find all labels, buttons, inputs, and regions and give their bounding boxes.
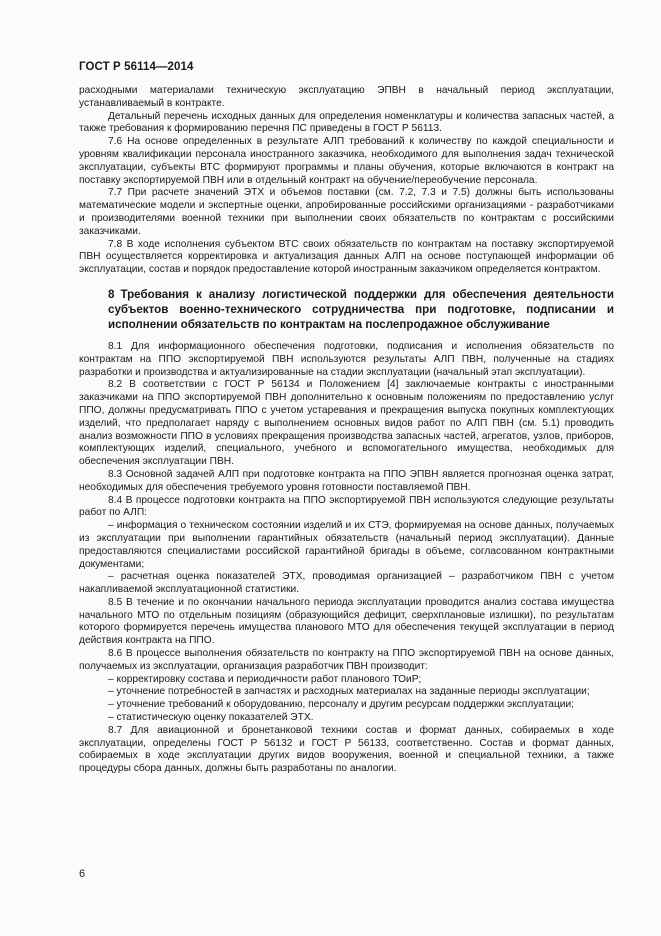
- paragraph-continuation: расходными материалами техническую эксплуатацию ЭПВН в начальный период эксплуатации, устанавливаемый в контракте.: [79, 85, 614, 109]
- paragraph-8-4: 8.4 В процессе подготовки контракта на ППО экспортируемой ПВН используются следующие результаты работ по АЛП:: [79, 494, 614, 519]
- document-header: ГОСТ Р 56114—2014: [79, 61, 194, 73]
- document-body: [79, 85, 614, 776]
- list-item: – расчетная оценка показателей ЭТХ, проводимая организацией – разработчиком ПВН с учетом накапливаемой эксплуатационной статистики.: [79, 571, 614, 596]
- page-number: 6: [79, 868, 86, 880]
- paragraph-8-6: 8.6 В процессе выполнения обязательств по контракту на ППО экспортируемой ПВН на основе данных, получаемых из эксплуатации, организация разработчик ПВН производит:: [79, 648, 614, 672]
- list-item: – корректировку состава и периодичности работ планового ТОиР;: [108, 673, 422, 685]
- paragraph-8-2: 8.2 В соответствии с ГОСТ Р 56134 и Положением [4] заключаемые контракты с иностранными заказчиками на ППО экспортируемой ПВН дополнительно к основным положениям по предоставлению услуг ППО, должны предусматривать ППО с учетом устаревания и прекращения выпуска покупных комплектующих изделий, что предполагает наряду с выполнением основных видов работ по АЛП ПВН (см. 5.1) проводить анализ возможности ППО в условиях прекращения производства запасных частей, агрегатов, узлов, приборов, комплектующих изделий, специального, учебного и вспомогательного имущества, необходимых для обеспечения эксплуатации ПВН.: [79, 379, 614, 468]
- list-item: – уточнение требований к оборудованию, персоналу и другим ресурсам поддержки эксплуатации;: [108, 699, 575, 711]
- list-item: – уточнение потребностей в запчастях и расходных материалах на заданные периоды эксплуатации;: [108, 686, 590, 698]
- paragraph-8-3: 8.3 Основной задачей АЛП при подготовке контракта на ППО ЭПВН является прогнозная оценка затрат, необходимых для обеспечения требуемого уровня готовности поставляемой ПВН.: [79, 468, 614, 493]
- section-number: 8: [108, 287, 115, 301]
- paragraph-8-1: 8.1 Для информационного обеспечения подготовки, подписания и исполнения обязательств по контрактам на ППО экспортируемой ПВН используются результаты АЛП ПВН, полученные на стадиях разработки и производства и актуализированные на стадии эксплуатации (начальный этап эксплуатации).: [79, 340, 614, 378]
- paragraph-7-8: 7.8 В ходе исполнения субъектом ВТС своих обязательств по контрактам на поставку экспортируемой ПВН осуществляется корректировка и актуализация данных АЛП на основе поступающей информации об эксплуатации, состав и порядок предоставление которой иностранным заказчиком определяется контрактом.: [79, 238, 614, 276]
- list-item: – информация о техническом состоянии изделий и их СТЭ, формируемая на основе данных, получаемых из эксплуатации при выполнении гарантийных обязательств (начальный период эксплуатации). Данные предоставляются специалистами российской гарантийной бригады в объеме, согласованном контрактными документами;: [79, 520, 614, 570]
- paragraph-7-6: 7.6 На основе определенных в результате АЛП требований к количеству по каждой специальности и уровням квалификации персонала иностранного заказчика, необходимого для выполнения задач технической эксплуатации, субъекты ВТС формируют программы и планы обучения, которые включаются в контракт на поставку экспортируемой ПВН или в отдельный контракт на обучение/переобучение персонала.: [79, 136, 614, 186]
- paragraph-8-7: 8.7 Для авиационной и бронетанковой техники состав и формат данных, собираемых в ходе эксплуатации, определены ГОСТ Р 56132 и ГОСТ Р 56133, соответственно. Состав и формат данных, собираемых в ходе эксплуатации других видов вооружения, военной и специальной техники, а также процедуры сбора данных, должны быть разработаны по аналогии.: [79, 724, 614, 775]
- paragraph: Детальный перечень исходных данных для определения номенклатуры и количества запасных частей, а также требования к формированию перечня ПС приведены в ГОСТ Р 56113.: [79, 110, 614, 135]
- section-title: Требования к анализу логистической поддержки для обеспечения деятельности субъектов военно-технического сотрудничества при подготовке, подписании и исполнении обязательств по контрактам на послепродажное обслуживание: [108, 287, 614, 331]
- section-heading: [79, 287, 614, 332]
- list-item: – статистическую оценку показателей ЭТХ.: [108, 712, 314, 724]
- paragraph-7-7: 7.7 При расчете значений ЭТХ и объемов поставки (см. 7.2, 7.3 и 7.5) должны быть использованы математические модели и экспертные оценки, апробированные российскими организациями - разработчиками и производителями военной техники при выполнении своих обязательств по контрактам с российскими заказчиками.: [79, 187, 614, 237]
- paragraph-8-5: 8.5 В течение и по окончании начального периода эксплуатации проводится анализ состава имущества начального МТО по отдельным позициям (образующийся дефицит, сверхплановые излишки), по результатам которого формируется перечень имущества планового МТО для обеспечения текущей эксплуатации в период действия контракта на ППО.: [79, 596, 614, 647]
